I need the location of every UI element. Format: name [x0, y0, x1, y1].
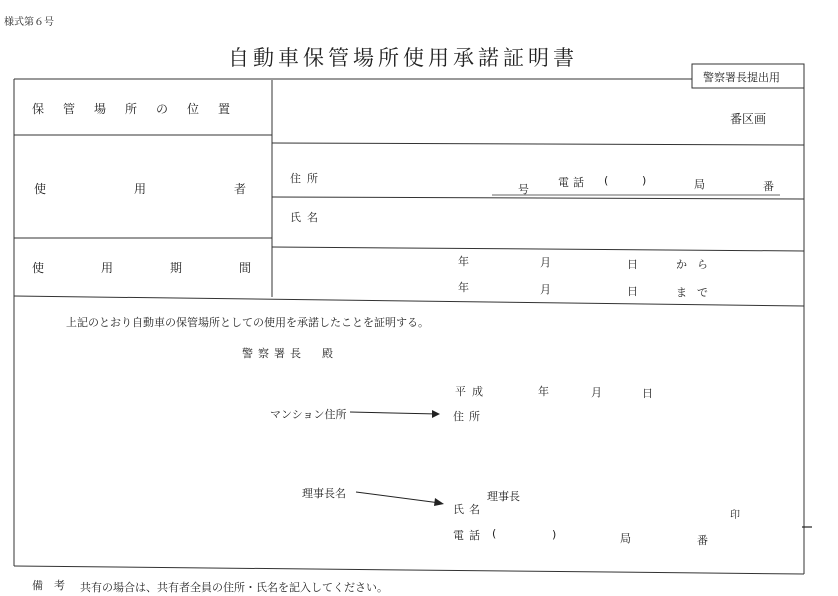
- user-paren-close: ): [642, 174, 647, 187]
- cert-exchange-label: 局: [620, 532, 631, 545]
- user-phone-label: 電話: [558, 176, 588, 189]
- cert-paren-close: ): [552, 528, 557, 541]
- seal-mark: 印: [730, 510, 740, 521]
- period-to-month: 月: [540, 283, 551, 296]
- user-paren-open: (: [604, 174, 609, 187]
- location-suffix: 番区画: [730, 112, 767, 126]
- user-name-label: 氏名: [290, 211, 324, 224]
- cert-year: 年: [538, 385, 549, 398]
- period-to-year: 年: [458, 281, 469, 294]
- remarks-text: 共有の場合は、共有者全員の住所・氏名を記入してください。: [80, 581, 388, 594]
- period-until: まで: [676, 286, 718, 299]
- cert-address-label: 住所: [453, 410, 485, 423]
- remarks-label: 備 考: [32, 579, 65, 592]
- period-to-day: 日: [627, 285, 638, 298]
- cert-month: 月: [591, 386, 602, 399]
- period-from: から: [676, 258, 718, 271]
- cert-paren-open: (: [492, 527, 497, 540]
- cert-phone-label: 電話: [453, 529, 485, 542]
- cert-ban-label: 番: [697, 534, 708, 547]
- cert-day: 日: [642, 387, 653, 400]
- form-number: 様式第６号: [4, 17, 54, 28]
- period-from-month: 月: [540, 256, 551, 269]
- chairman-note: 理事長名: [302, 487, 346, 500]
- user-number-suffix: 号: [518, 183, 529, 196]
- location-label: 保管場所の位置: [32, 102, 250, 116]
- addressee: 警察署長 殿: [242, 347, 338, 360]
- cert-name-label: 氏名: [453, 503, 485, 516]
- user-exchange-label: 局: [694, 178, 705, 191]
- user-ban-label: 番: [763, 180, 774, 193]
- submission-box-label: 警察署長提出用: [703, 71, 780, 84]
- user-address-label: 住所: [290, 172, 324, 185]
- certification-statement: 上記のとおり自動車の保管場所としての使用を承諾したことを証明する。: [66, 316, 429, 329]
- cert-era: 平成: [455, 385, 489, 398]
- mansion-address-note: マンション住所: [270, 408, 347, 421]
- period-label: 使用期間: [32, 261, 309, 275]
- period-from-day: 日: [627, 258, 638, 271]
- period-from-year: 年: [458, 255, 469, 268]
- user-label: 使用者: [34, 182, 335, 196]
- page-title: 自動車保管場所使用承諾証明書: [228, 46, 578, 70]
- chairman-title: 理事長: [487, 490, 520, 503]
